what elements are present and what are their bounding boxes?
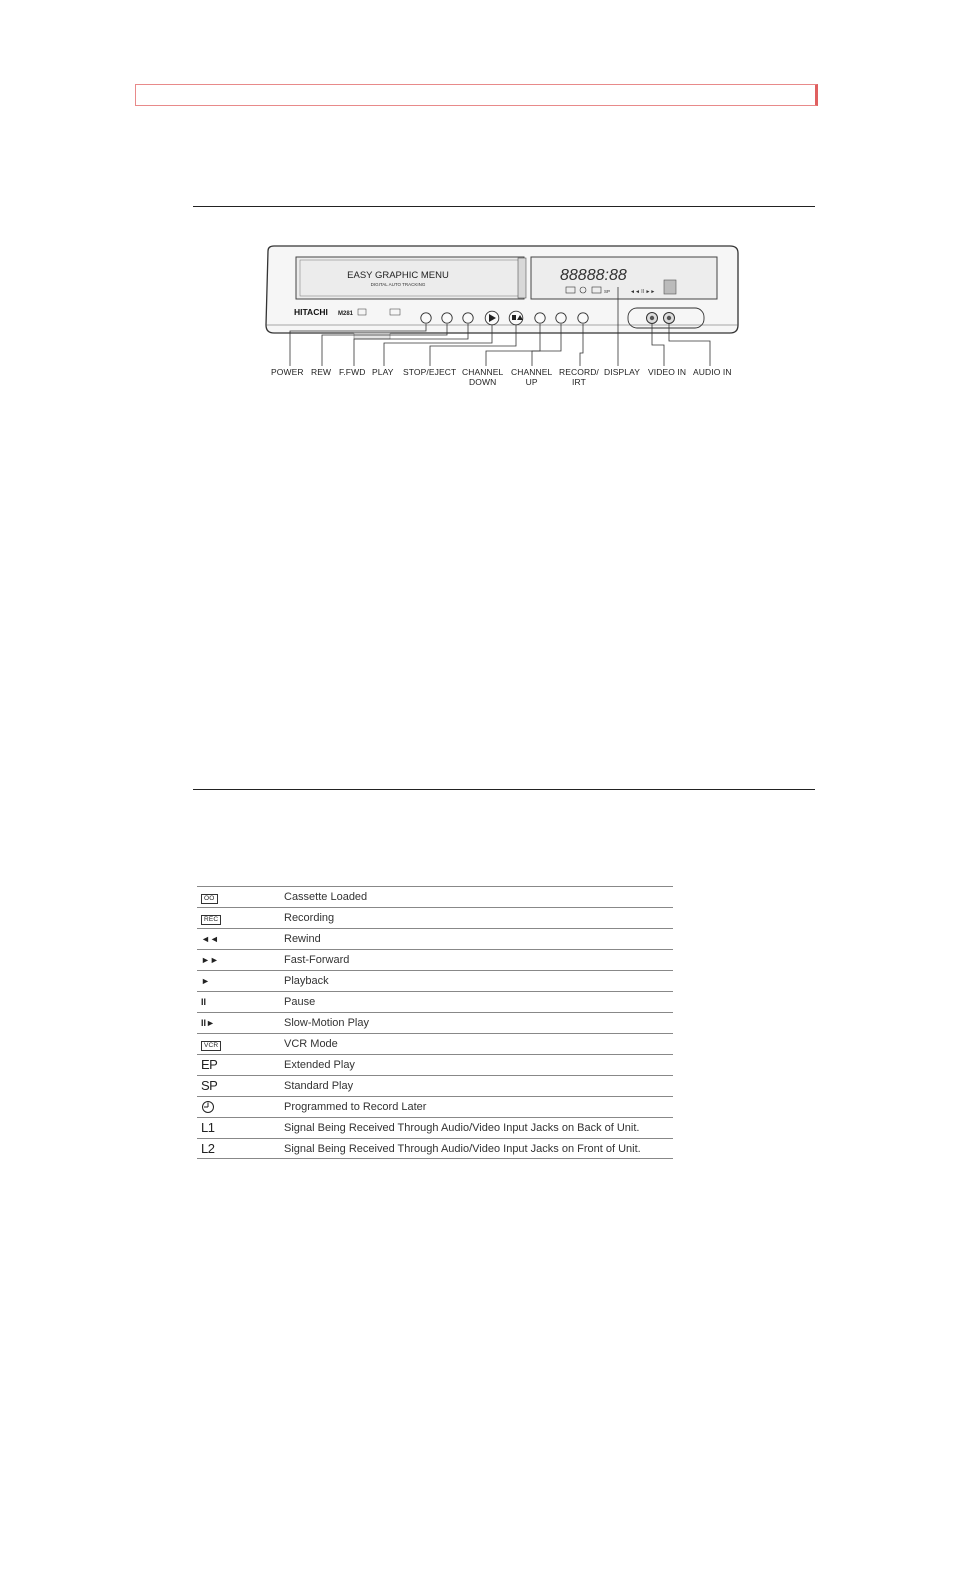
callout-ffwd: F.FWD <box>339 367 366 377</box>
callout-power: POWER <box>271 367 304 377</box>
table-row <box>197 907 673 928</box>
callout-channel-down: CHANNEL DOWN <box>462 367 504 387</box>
table-row <box>197 1012 673 1033</box>
fast-forward-icon: ►► <box>201 955 219 965</box>
callout-stop-eject: STOP/EJECT <box>403 367 457 377</box>
indicator-label: Playback <box>284 975 329 987</box>
rewind-icon: ◄◄ <box>201 934 219 944</box>
indicator-label: Programmed to Record Later <box>284 1101 427 1113</box>
clock-icon <box>201 1100 223 1114</box>
cassette-icon: OO <box>201 890 223 904</box>
indicator-label: Fast-Forward <box>284 954 350 966</box>
svg-text:◄◄ II ►►: ◄◄ II ►► <box>630 289 656 295</box>
table-row <box>197 886 673 907</box>
brand-logo: HITACHI <box>294 307 328 317</box>
play-icon: ► <box>201 976 210 986</box>
table-row <box>197 991 673 1012</box>
indicator-label: Recording <box>284 912 335 924</box>
vcr-drawing <box>264 245 740 370</box>
model-number: M281 <box>338 311 354 317</box>
l1-icon: L1 <box>201 1120 215 1135</box>
table-row <box>197 1075 673 1096</box>
callout-display: DISPLAY <box>604 367 640 377</box>
indicator-label: Signal Being Received Through Audio/Video Input Jacks on Back of Unit. <box>284 1122 640 1134</box>
indicator-label: VCR Mode <box>284 1038 338 1050</box>
pause-icon: II <box>201 997 207 1007</box>
callout-audio-in: AUDIO IN <box>693 367 732 377</box>
ep-icon: EP <box>201 1057 218 1072</box>
callout-record-irt: RECORD/ IRT <box>559 367 599 387</box>
sp-icon: SP <box>201 1078 218 1093</box>
table-row <box>197 1117 673 1138</box>
table-row <box>197 1138 673 1159</box>
l2-icon: L2 <box>201 1141 215 1156</box>
indicator-label: Extended Play <box>284 1059 355 1071</box>
table-row <box>197 970 673 991</box>
table-row <box>197 949 673 970</box>
table-row <box>197 1033 673 1054</box>
vcr-callouts <box>264 365 744 395</box>
callout-rew: REW <box>311 367 332 377</box>
indicator-label: Slow-Motion Play <box>284 1017 369 1029</box>
callout-video-in: VIDEO IN <box>648 367 687 377</box>
display-digits: 88888:88 <box>560 267 627 284</box>
slow-motion-icon: II► <box>201 1018 215 1028</box>
callout-play: PLAY <box>372 367 394 377</box>
table-row <box>197 1054 673 1075</box>
indicator-label: Rewind <box>284 933 321 945</box>
indicator-label: Cassette Loaded <box>284 891 368 903</box>
rec-icon: REC <box>201 911 223 925</box>
table-row <box>197 928 673 949</box>
indicator-label: Standard Play <box>284 1080 354 1092</box>
header-bar <box>135 84 818 106</box>
svg-text:SP: SP <box>604 289 611 294</box>
vcr-icon: VCR <box>201 1037 223 1051</box>
table-row <box>197 1096 673 1117</box>
indicator-label: Pause <box>284 996 316 1008</box>
callout-channel-up: CHANNEL UP <box>511 367 553 387</box>
indicator-label: Signal Being Received Through Audio/Video Input Jacks on Front of Unit. <box>284 1143 641 1155</box>
menu-title: EASY GRAPHIC MENU <box>347 270 449 281</box>
menu-subtitle: DIGITAL AUTO TRACKING <box>370 282 426 287</box>
display-indicator-table <box>197 886 673 1159</box>
section-rule-middle <box>193 789 815 790</box>
section-rule-top <box>193 206 815 207</box>
